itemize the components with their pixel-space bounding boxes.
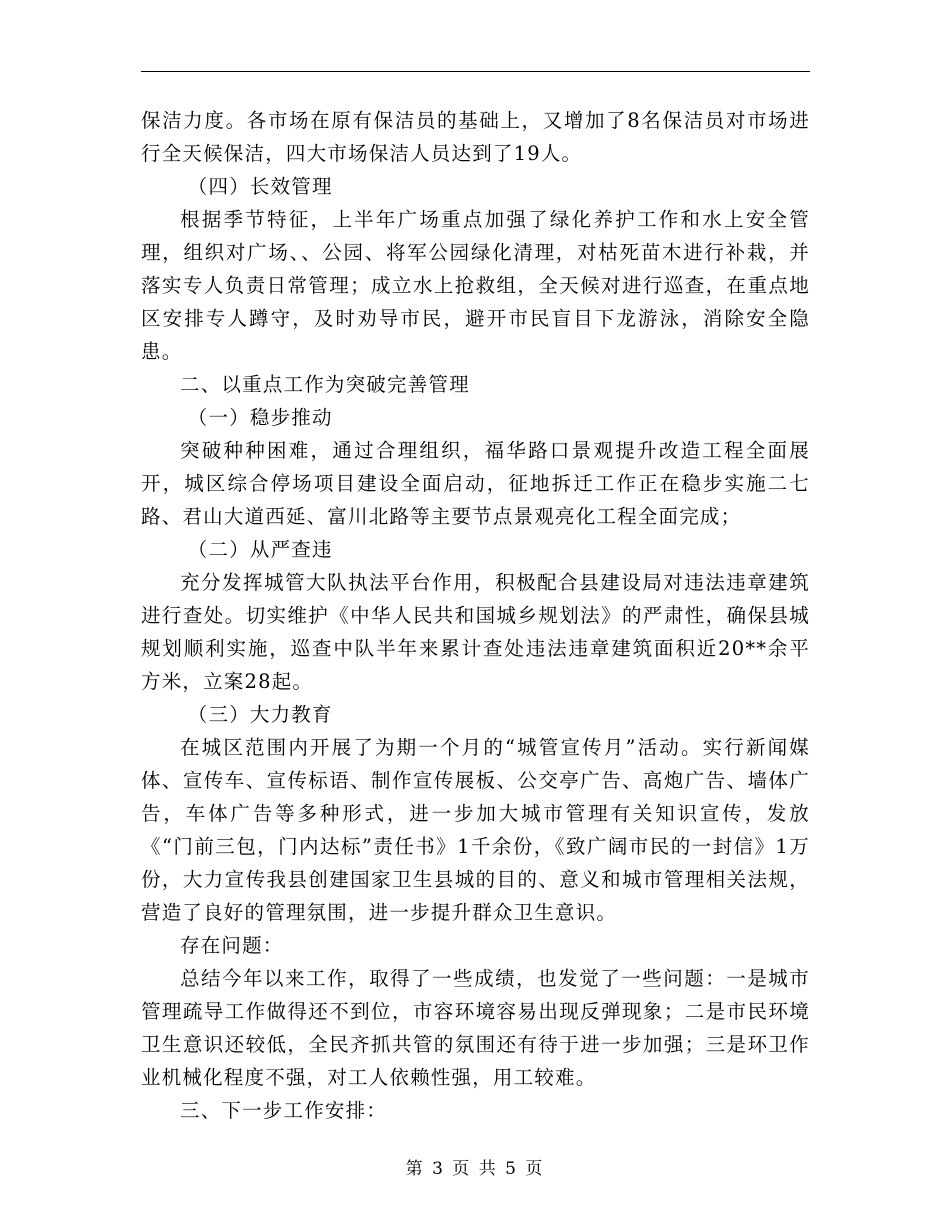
- paragraph: 在城区范围内开展了为期一个月的“城管宣传月”活动。实行新闻媒体、宣传车、宣传标语、制作宣传展板、公交亭广告、高炮广告、墙体广告，车体广告等多种形式，进一步加大城市管理有关知识宣传，发放《“门前三包，门内达标”责任书》1千余份，《致广阔市民的一封信》1万份，大力宣传我县创建国家卫生县城的目的、意义和城市管理相关法规，营造了良好的管理氛围，进一步提升群众卫生意识。: [141, 736, 810, 924]
- paragraph: 充分发挥城管大队执法平台作用，积极配合县建设局对违法违章建筑进行查处。切实维护《中华人民共和国城乡规划法》的严肃性，确保县城规划顺利实施，巡查中队半年来累计查处违法违章建筑面积近20**余平方米，立案28起。: [141, 571, 810, 693]
- paragraph: 根据季节特征，上半年广场重点加强了绿化养护工作和水上安全管理，组织对广场、、公园、将军公园绿化清理，对枯死苗木进行补栽，并落实专人负责日常管理；成立水上抢救组，全天候对进行巡查，在重点地区安排专人蹲守，及时劝导市民，避开市民盲目下龙游泳，消除安全隐患。: [141, 208, 810, 363]
- document-body: [141, 104, 810, 1127]
- section-subheading: （二）从严查违: [187, 538, 333, 561]
- section-subheading: （一）稳步推动: [187, 406, 333, 429]
- header-rule: [141, 71, 810, 72]
- page-footer: 第 3 页 共 5 页: [405, 1159, 545, 1179]
- section-heading: 二、以重点工作为突破完善管理: [180, 373, 470, 396]
- section-heading: 存在问题：: [180, 934, 284, 957]
- section-subheading: （三）大力教育: [187, 703, 333, 726]
- section-heading: 三、下一步工作安排：: [180, 1099, 388, 1122]
- paragraph: 总结今年以来工作，取得了一些成绩，也发觉了一些问题：一是城市管理疏导工作做得还不到位，市容环境容易出现反弹现象；二是市民环境卫生意识还较低，全民齐抓共管的氛围还有待于进一步加强；三是环卫作业机械化程度不强，对工人依赖性强，用工较难。: [141, 967, 810, 1089]
- section-subheading: （四）长效管理: [187, 175, 333, 198]
- paragraph: 突破种种困难，通过合理组织，福华路口景观提升改造工程全面展开，城区综合停场项目建设全面启动，征地拆迁工作正在稳步实施二七路、君山大道西延、富川北路等主要节点景观亮化工程全面完成；: [141, 439, 810, 528]
- paragraph: 保洁力度。各市场在原有保洁员的基础上，又增加了8名保洁员对市场进行全天候保洁，四大市场保洁人员达到了19人。: [141, 109, 810, 165]
